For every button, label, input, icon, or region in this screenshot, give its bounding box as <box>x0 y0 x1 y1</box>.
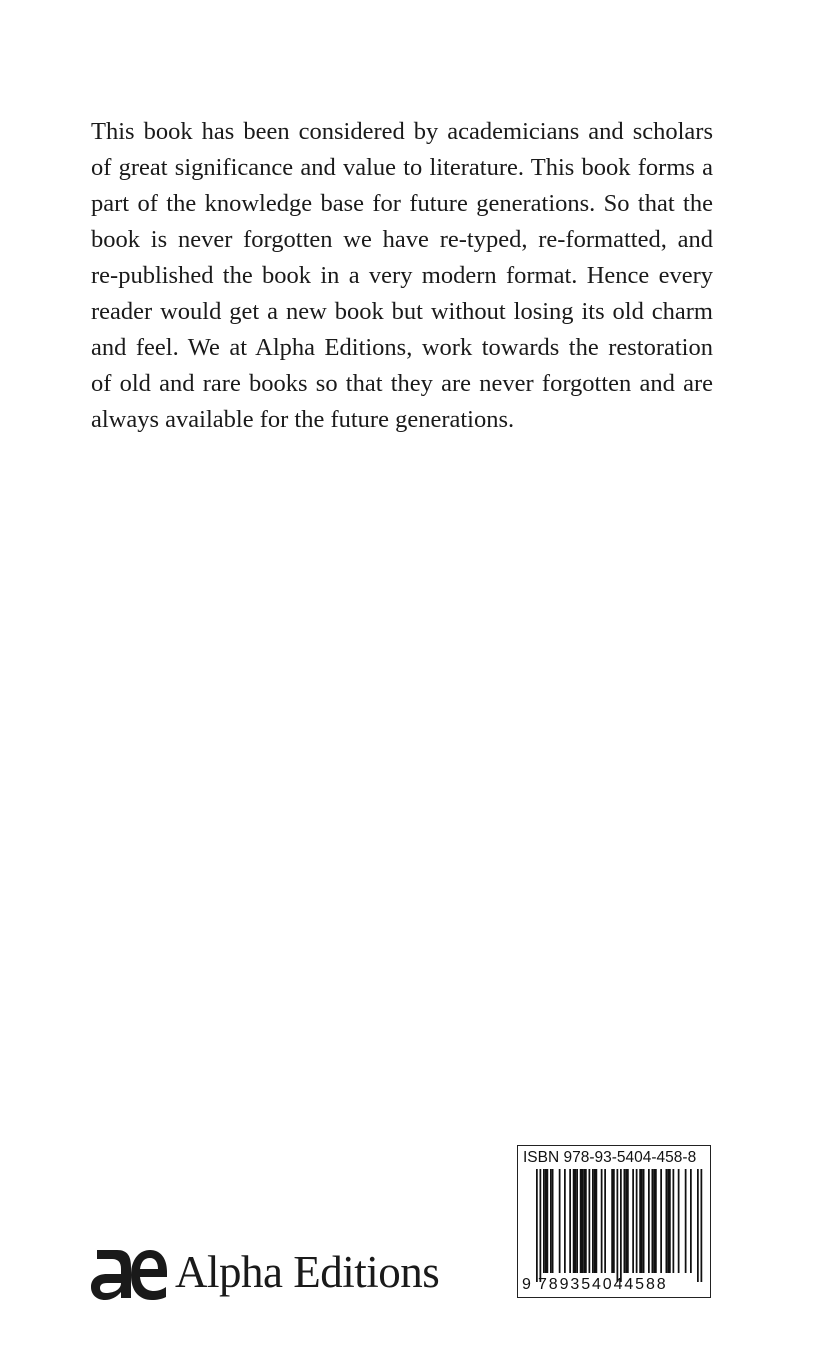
barcode-bar <box>545 1169 547 1273</box>
barcode-bar <box>639 1169 641 1273</box>
barcode-bar <box>652 1169 654 1273</box>
barcode-bar <box>701 1169 703 1282</box>
barcode-bar <box>580 1169 582 1273</box>
barcode-bar <box>604 1169 606 1273</box>
isbn-barcode <box>517 1145 711 1298</box>
barcode-bar <box>627 1169 629 1273</box>
barcode-bar <box>611 1169 613 1273</box>
barcode-bar <box>596 1169 598 1273</box>
barcode-bar <box>575 1169 577 1273</box>
isbn-label: ISBN 978-93-5404-458-8 <box>523 1149 697 1166</box>
barcode-bar <box>582 1169 584 1273</box>
barcode-bar <box>660 1169 662 1273</box>
barcode-bar <box>667 1169 669 1273</box>
blurb-line: reader would get a new book but without losing its old charm <box>91 298 713 325</box>
barcode-bar <box>573 1169 575 1273</box>
barcode-bar <box>669 1169 671 1273</box>
barcode-bar <box>624 1169 626 1273</box>
barcode-bar <box>641 1169 643 1273</box>
blurb-line: of great significance and value to literature. This book forms a <box>91 154 713 181</box>
barcode-bar <box>583 1169 585 1273</box>
barcode-bar <box>540 1169 542 1282</box>
barcode-bar <box>685 1169 687 1273</box>
barcode-bar <box>655 1169 657 1273</box>
barcode-bar <box>620 1169 622 1282</box>
barcode-bar <box>592 1169 594 1273</box>
publisher-name: Alpha Editions <box>175 1247 440 1297</box>
barcode-bar <box>636 1169 638 1273</box>
blurb-line: This book has been considered by academicians and scholars <box>91 118 713 145</box>
barcode-bar <box>617 1169 619 1282</box>
barcode-bar <box>690 1169 692 1273</box>
barcode-bar <box>576 1169 578 1273</box>
barcode-bar <box>625 1169 627 1273</box>
blurb-line: always available for the future generations. <box>91 406 515 433</box>
barcode-bar <box>550 1169 552 1273</box>
barcode-bar <box>643 1169 645 1273</box>
ae-ligature-logo-icon <box>91 1242 167 1302</box>
barcode-bar <box>697 1169 699 1282</box>
barcode-bar <box>648 1169 650 1273</box>
blurb-line: and feel. We at Alpha Editions, work towards the restoration <box>91 334 713 361</box>
barcode-bar <box>569 1169 571 1273</box>
barcode-bar <box>601 1169 603 1273</box>
barcode-bar <box>666 1169 668 1273</box>
barcode-bar <box>673 1169 675 1273</box>
blurb-line: part of the knowledge base for future generations. So that the <box>91 190 713 217</box>
barcode-bar <box>536 1169 538 1282</box>
barcode-bar <box>589 1169 591 1273</box>
barcode-bar <box>632 1169 634 1273</box>
barcode-bar <box>559 1169 561 1273</box>
blurb-line: re-published the book in a very modern format. Hence every <box>91 262 713 289</box>
barcode-bar <box>585 1169 587 1273</box>
barcode-bar <box>678 1169 680 1273</box>
barcode-bar <box>653 1169 655 1273</box>
blurb-line: of old and rare books so that they are never forgotten and are <box>91 370 713 397</box>
barcode-bar <box>564 1169 566 1273</box>
barcode-bar <box>594 1169 596 1273</box>
ean-digits: 789354044588 <box>538 1276 668 1293</box>
blurb-line: book is never forgotten we have re-typed, re-formatted, and <box>91 226 713 253</box>
back-cover-blurb <box>91 114 713 438</box>
barcode-bars <box>518 1146 709 1296</box>
barcode-bar <box>547 1169 549 1273</box>
ean-lead-digit: 9 <box>522 1276 531 1293</box>
barcode-bar <box>613 1169 615 1273</box>
barcode-bar <box>543 1169 545 1273</box>
publisher-logo <box>91 1240 439 1304</box>
barcode-bar <box>552 1169 554 1273</box>
